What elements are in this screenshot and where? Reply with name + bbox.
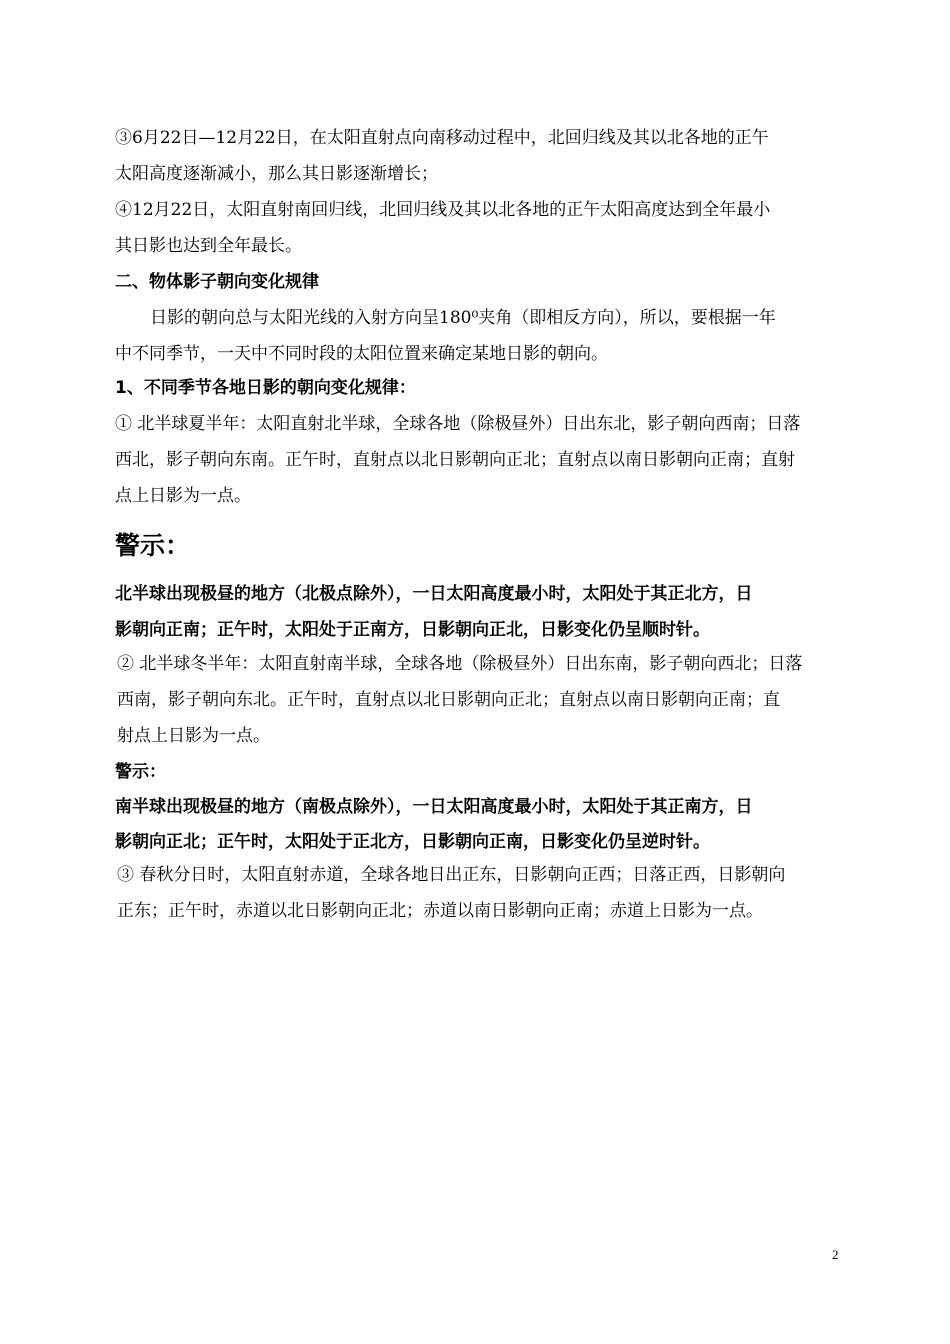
item-1-line-2: 西北，影子朝向东南。正午时，直射点以北日影朝向正北；直射点以南日影朝向正南；直射 (115, 450, 795, 470)
warning-2-title: 警示： (115, 762, 166, 782)
item-3-line-1: ③ 春秋分日时，太阳直射赤道，全球各地日出正东，日影朝向正西；日落正西，日影朝向 (117, 865, 786, 885)
warning-2-line-1: 南半球出现极昼的地方（南极点除外），一日太阳高度最小时，太阳处于其正南方，日 (115, 797, 753, 817)
subsection-1-heading: 1、不同季节各地日影的朝向变化规律： (115, 378, 416, 398)
paragraph-3-line-1: ③6月22日—12月22日，在太阳直射点向南移动过程中，北回归线及其以北各地的正午 (115, 128, 769, 148)
page-number: 2 (832, 1247, 839, 1262)
paragraph-4-line-2: 其日影也达到全年最长。 (115, 236, 302, 256)
intro-line-1: 日影的朝向总与太阳光线的入射方向呈180⁰夹角（即相反方向），所以，要根据一年 (150, 308, 776, 328)
item-1-line-1: ① 北半球夏半年：太阳直射北半球，全球各地（除极昼外）日出东北，影子朝向西南；日落 (115, 414, 801, 434)
warning-1-line-1: 北半球出现极昼的地方（北极点除外），一日太阳高度最小时，太阳处于其正北方，日 (115, 584, 753, 604)
item-2-line-3: 射点上日影为一点。 (117, 726, 270, 746)
item-1-line-3: 点上日影为一点。 (115, 486, 251, 506)
warning-1-line-2: 影朝向正南；正午时，太阳处于正南方，日影朝向正北，日影变化仍呈顺时针。 (115, 620, 710, 640)
item-2-line-1: ② 北半球冬半年：太阳直射南半球，全球各地（除极昼外）日出东南，影子朝向西北；日落 (117, 654, 803, 674)
item-3-line-2: 正东；正午时，赤道以北日影朝向正北；赤道以南日影朝向正南；赤道上日影为一点。 (117, 901, 763, 921)
warning-2-line-2: 影朝向正北；正午时，太阳处于正北方，日影朝向正南，日影变化仍呈逆时针。 (115, 832, 710, 852)
paragraph-3-line-2: 太阳高度逐渐减小，那么其日影逐渐增长； (115, 164, 438, 184)
item-2-line-2: 西南，影子朝向东北。正午时，直射点以北日影朝向正北；直射点以南日影朝向正南；直 (117, 690, 780, 710)
warning-1-title: 警示： (115, 531, 191, 560)
section-2-heading: 二、物体影子朝向变化规律 (115, 272, 319, 292)
paragraph-4-line-1: ④12月22日，太阳直射南回归线，北回归线及其以北各地的正午太阳高度达到全年最小 (115, 200, 771, 220)
intro-line-2: 中不同季节，一天中不同时段的太阳位置来确定某地日影的朝向。 (115, 344, 608, 364)
